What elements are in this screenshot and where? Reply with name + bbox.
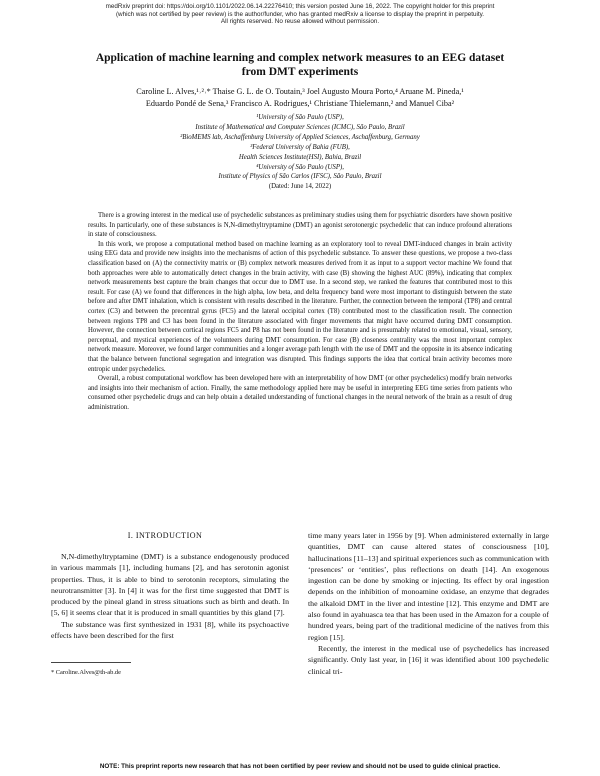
body-paragraph: N,N-dimethyltryptamine (DMT) is a substance endogenously produced in various mammals [1], including humans [2], and has serotonin agonist properties. Thus, it is able to bind to serotonin receptors, simulating the neurotransmitter [3]. In [4] it was for the first time suggested that DMT is produced by the pineal gland in stress situations such as birth and death. In [5, 6] it seems clear that it is produced in small quantities by this gland [7]. (51, 552, 289, 618)
body-paragraph: time many years later in 1956 by [9]. When administered externally in large quantities, DMT can cause altered states of consciousness [10], hallucinations [11–13] and spiritual experiences such as communication with ‘presences’ or ‘entities’, plus reflections on death [14]. An exogenous ingestion can be done by smoking or injecting. Its effect by oral ingestion depends on the inhibition of monoamine oxidase, an enzyme that degrades the alkaloid DMT in the liver and intestine [12]. This enzyme and DMT are also found in ayahuasca tea that has been used in the Amazon for a couple of hundred years, being part of the traditional medicine of the natives from this region [15]. (308, 531, 549, 642)
footnote-email: * Caroline.Alves@th-ab.de (51, 669, 121, 676)
dated-line: (Dated: June 14, 2022) (268, 183, 332, 191)
body-paragraph: Recently, the interest in the medical use of psychedelics has increased significantly. Only last year, in [16] it was identified about 100 psychedelic clinical tri- (308, 643, 549, 676)
abstract-paragraph: There is a growing interest in the medical use of psychedelic substances as preliminary studies using them for psychiatric disorders have shown positive results. In particularly, one of these substances is N,N-dimethyltryptamine (DMT) an agonist serotonergic psychedelic that can induce profound alterations in state of consciousness. (88, 212, 512, 239)
footnote-rule (51, 662, 131, 663)
bottom-notice: NOTE: This preprint reports new research that has not been certified by peer review and should not be used to guide clinical practice. (99, 763, 501, 770)
banner-line-3: All rights reserved. No reuse allowed without permission. (220, 18, 380, 26)
body-paragraph: The substance was first synthesized in 1931 [8], while its psychoactive effects have been described for the first (51, 619, 289, 641)
affiliation-line: ²BioMEMS lab, Aschaffenburg University of Applied Sciences, Aschaffenburg, Germany (180, 133, 420, 141)
banner-line-2: (which was not certified by peer review) is the author/funder, who has granted medRxiv a license to display the preprint in perpetuity. (115, 10, 485, 18)
banner-line-1: medRxiv preprint doi: https://doi.org/10.1101/2022.06.14.22276410; this version posted June 16, 2022. The copyright holder for this preprint (105, 3, 495, 10)
abstract-paragraph: In this work, we propose a computational method based on machine learning as an exploratory tool to reveal DMT-induced changes in brain activity using EEG data and provide new insights into the mechanisms of action of this psychedelic substance. To answer these questions, we propose a two-class classification based on (A) the connectivity matrix or (B) complex network measures derived from it as input to a support vector machine We found that both approaches were able to automatically detect changes in the brain activity, with case (B) showing the highest AUC (89%), indicating that complex network measurements best capture the brain changes that occur due to DMT use. In a second step, we ranked the features that contributed most to this result. For case (A) we found that differences in the high alpha, low beta, and delta frequency band were most important to distinguish between the state before and after DMT inhalation, which is consistent with results described in the literature. Further, the connection between the temporal (TP8) and central cortex (C3) and between the precentral gyrus (FC5) and the lateral occipital cortex (T8) contributed most to the classification result. The connection between regions TP8 and C3 has been found in the literature associated with finger movements that might have occurred during DMT consumption. However, the connection between cortical regions FC5 and P8 has not been found in the literature and is presumably related to emotional, visual, sensory, perceptual, and mystical experiences of the volunteers during DMT consumption. For case (B) closeness centrality was the most important complex network measure. Moreover, we found larger communities and a longer average path length with the use of DMT and the opposite in its absence indicating that the balance between functional segregation and integration was disrupted. This findings supports the idea that cortical brain activity becomes more entropic under psychedelics. (88, 240, 512, 373)
affiliations (40, 113, 560, 192)
affiliation-line: ³Federal University of Bahia (FUB), (250, 143, 350, 151)
affiliation-line: Health Sciences Institute(HSI), Bahia, Brazil (238, 153, 362, 161)
authors-line-1: Caroline L. Alves,¹˒²˒* Thaise G. L. de O. Toutain,³ Joel Augusto Moura Porto,⁴ Aruane M. Pineda,¹ (136, 87, 464, 96)
paper-title (40, 51, 560, 79)
abstract-paragraph: Overall, a robust computational workflow has been developed here with an interpretability of how DMT (or other psychedelics) modify brain networks and insights into their mechanism of action. Finally, the same methodology applied here may be useful in interpreting EEG time series from patients who consumed other psychedelic drugs and can help obtain a detailed understanding of functional changes in the neural network of the brain as a result of drug administration. (88, 375, 512, 411)
right-column (308, 530, 549, 677)
title-line-1: Application of machine learning and complex network measures to an EEG dataset (95, 52, 505, 64)
left-column (51, 551, 289, 641)
affiliation-line: Institute of Mathematical and Computer Sciences (ICMC), São Paulo, Brazil (195, 123, 405, 131)
affiliation-line: ¹University of São Paulo (USP), (256, 114, 344, 121)
preprint-banner (0, 3, 600, 26)
affiliation-line: ⁴University of São Paulo (USP), (256, 163, 344, 171)
author-list (40, 86, 560, 110)
title-line-2: from DMT experiments (241, 66, 359, 78)
abstract (88, 211, 512, 412)
authors-line-2: Eduardo Pondé de Sena,³ Francisco A. Rodrigues,¹ Christiane Thielemann,² and Manuel Ciba² (145, 99, 455, 108)
affiliation-line: Institute of Physics of São Carlos (IFSC), São Paulo, Brazil (218, 173, 382, 181)
section-heading-introduction: I. INTRODUCTION (127, 531, 203, 540)
